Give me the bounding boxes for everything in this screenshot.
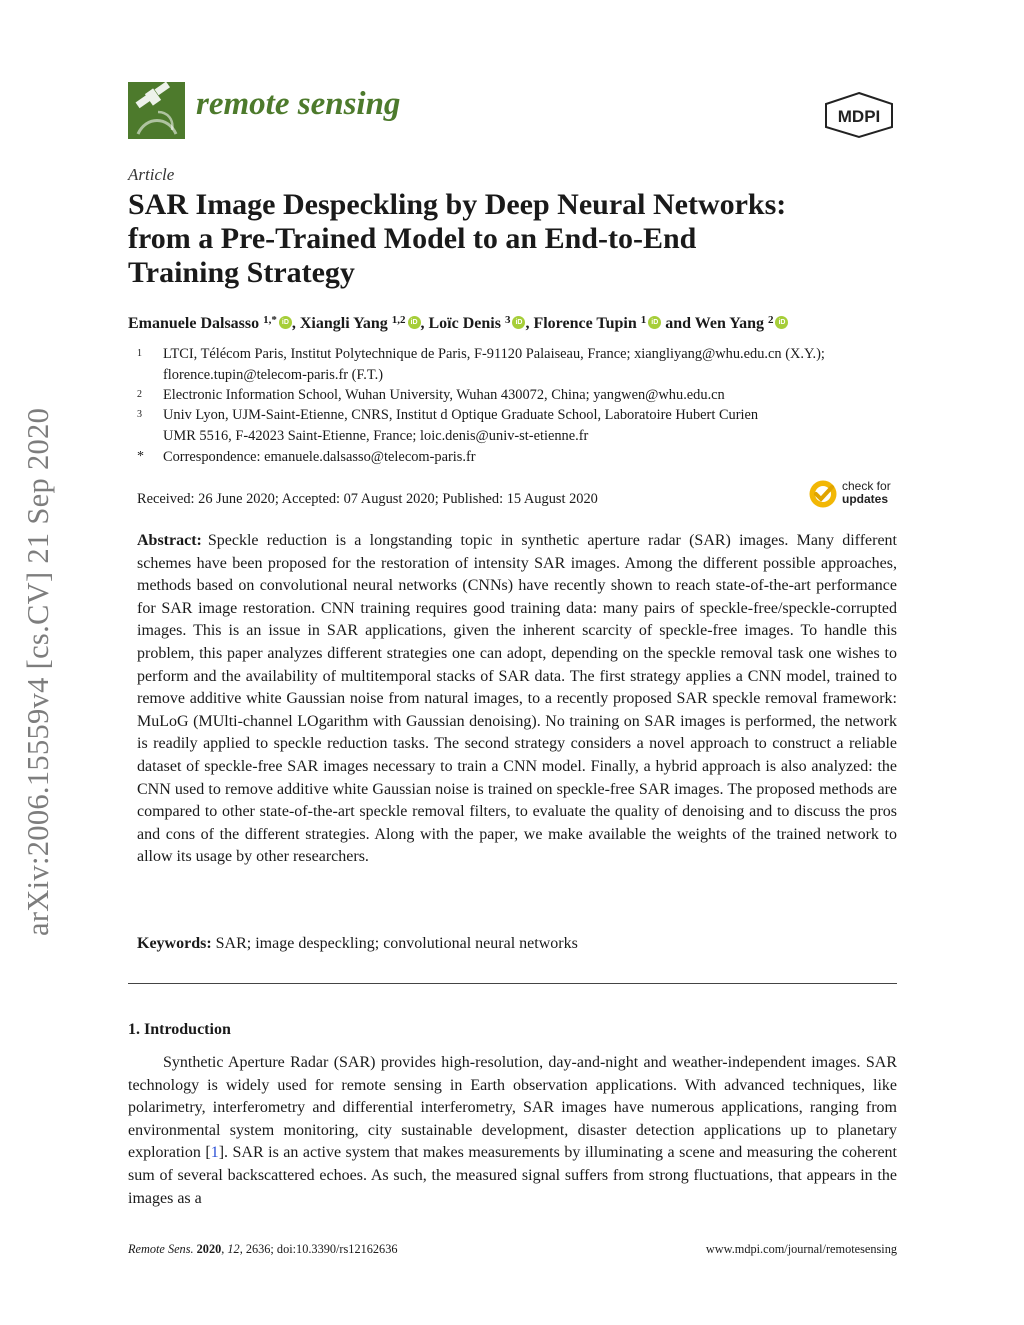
affiliation-number: 2 <box>137 389 142 400</box>
title-line: Training Strategy <box>128 256 355 289</box>
introduction-paragraph <box>128 1052 897 1210</box>
orcid-icon[interactable] <box>775 316 788 329</box>
author-affiliation-marker: 1 <box>640 314 647 326</box>
affiliation-line: florence.tupin@telecom-paris.fr (F.T.) <box>163 366 384 383</box>
author-affiliation-marker: 1,* <box>263 314 277 326</box>
author-name: Florence Tupin <box>533 315 637 332</box>
title-line: from a Pre-Trained Model to an End-to-End <box>128 222 697 255</box>
abstract <box>137 530 897 869</box>
footer-volume: 12 <box>227 1242 240 1256</box>
title-line: SAR Image Despeckling by Deep Neural Networks: <box>128 188 787 221</box>
affiliation-line: LTCI, Télécom Paris, Institut Polytechnique de Paris, F-91120 Palaiseau, France; xiangliyang@whu.edu.cn (X.Y.); <box>163 346 825 362</box>
section-divider <box>128 983 897 984</box>
affiliation-number: 3 <box>137 409 142 420</box>
affiliation <box>137 344 917 385</box>
publication-dates: Received: 26 June 2020; Accepted: 07 August 2020; Published: 15 August 2020 <box>137 491 598 507</box>
author-affiliation-marker: 3 <box>504 314 511 326</box>
affiliation-line: UMR 5516, F-42023 Saint-Etienne, France; loic.denis@univ-st-etienne.fr <box>163 427 589 444</box>
arxiv-stamp: arXiv:2006.15559v4 [cs.CV] 21 Sep 2020 <box>21 407 55 936</box>
footer-journal: Remote Sens. <box>128 1242 194 1256</box>
affiliation-number: 1 <box>137 348 142 359</box>
affiliation <box>137 385 917 406</box>
author-separator: , <box>420 315 429 332</box>
author-name: Wen Yang <box>694 315 764 332</box>
check-updates-line1: check for <box>842 479 891 493</box>
publisher-logo <box>822 91 896 139</box>
intro-text: ]. SAR is an active system that makes measurements by illuminating a scene and measuring the coherent sum of several backscattered echoes. As such, the measured signal suffers from strong fluctuations, that appears in the images as a <box>128 1144 897 1207</box>
orcid-icon[interactable] <box>648 316 661 329</box>
footer-year: 2020 <box>196 1242 222 1256</box>
correspondence-marker: * <box>137 449 144 464</box>
check-updates-icon <box>808 479 838 509</box>
correspondence <box>137 447 917 468</box>
article-type: Article <box>128 165 175 184</box>
affiliation-line: Univ Lyon, UJM-Saint-Etienne, CNRS, Institut d Optique Graduate School, Laboratoire Hubert Curien <box>163 407 759 423</box>
author-separator: , <box>525 315 534 332</box>
author-separator: and <box>661 315 695 332</box>
keywords-text: SAR; image despeckling; convolutional neural networks <box>215 935 578 952</box>
author-name: Xiangli Yang <box>299 315 388 332</box>
author-affiliation-marker: 2 <box>767 314 774 326</box>
journal-name: remote sensing <box>196 86 401 122</box>
footer-url[interactable]: www.mdpi.com/journal/remotesensing <box>705 1242 897 1256</box>
abstract-text: Speckle reduction is a longstanding topic in synthetic aperture radar (SAR) images. Many different schemes have been proposed for the restoration of intensity SAR images. Among the different possible approaches, methods based on convolutional neural networks (CNNs) have recently shown to reach state-of-the-art performance for SAR image restoration. CNN training requires good training data: many pairs of speckle-free/speckle-corrupted images. This is an issue in SAR applications, given the inherent scarcity of speckle-free images. To handle this problem, this paper analyzes different strategies one can adopt, depending on the speckle removal task one wishes to perform and the availability of multitemporal stacks of SAR data. The first strategy applies a CNN model, trained to remove additive white Gaussian noise from natural images, to a recently proposed SAR speckle removal framework: MuLoG (MUlti-channel LOgarithm with Gaussian denoising). No training on SAR images is performed, the network is readily applied to speckle reduction tasks. The second strategy considers a novel approach to construct a reliable dataset of speckle-free SAR images necessary to train a CNN model. Finally, a hybrid approach is also analyzed: the CNN used to remove additive white Gaussian noise is trained on speckle-free SAR images. The proposed methods are compared to other state-of-the-art speckle removal filters, to evaluate the quality of denoising and to discuss the pros and cons of the different strategies. Along with the paper, we make available the weights of the trained network to allow its usage by other researchers. <box>137 532 897 866</box>
journal-logo <box>128 82 185 139</box>
correspondence-line: Correspondence: emanuele.dalsasso@telecom-paris.fr <box>163 449 476 465</box>
author-separator: , <box>291 315 300 332</box>
abstract-label: Abstract: <box>137 532 202 549</box>
author-affiliation-marker: 1,2 <box>391 314 406 326</box>
intro-text: Synthetic Aperture Radar (SAR) provides high-resolution, day-and-night and weather-independent images. SAR technology is widely used for remote sensing in Earth observation applications. With advanced techniques, like polarimetry, interferometry and differential interferometry, SAR images have numerous applications, ranging from environmental system monitoring, city sustainable development, disaster detection applications up to planetary exploration [ <box>128 1054 897 1162</box>
author-list <box>128 314 788 333</box>
affiliation-line: Electronic Information School, Wuhan University, Wuhan 430072, China; yangwen@whu.edu.cn <box>163 387 725 403</box>
footer-citation: Remote Sens. 2020, 12, 2636; doi:10.3390/rs12162636 <box>128 1242 398 1256</box>
author-name: Loïc Denis <box>428 315 501 332</box>
keywords-label: Keywords: <box>137 935 212 952</box>
citation-link[interactable]: 1 <box>210 1144 219 1162</box>
check-updates-line2: updates <box>842 492 889 506</box>
check-for-updates-badge[interactable] <box>808 478 903 510</box>
orcid-icon[interactable] <box>408 316 421 329</box>
affiliation <box>137 405 917 446</box>
footer-doi: , 2636; doi:10.3390/rs12162636 <box>239 1242 398 1256</box>
publisher-name: MDPI <box>837 107 881 126</box>
orcid-icon[interactable] <box>279 316 292 329</box>
paper-title <box>128 188 918 290</box>
section-heading: 1. Introduction <box>128 1021 231 1038</box>
keywords <box>137 935 578 953</box>
author-name: Emanuele Dalsasso <box>128 315 260 332</box>
orcid-icon[interactable] <box>512 316 525 329</box>
